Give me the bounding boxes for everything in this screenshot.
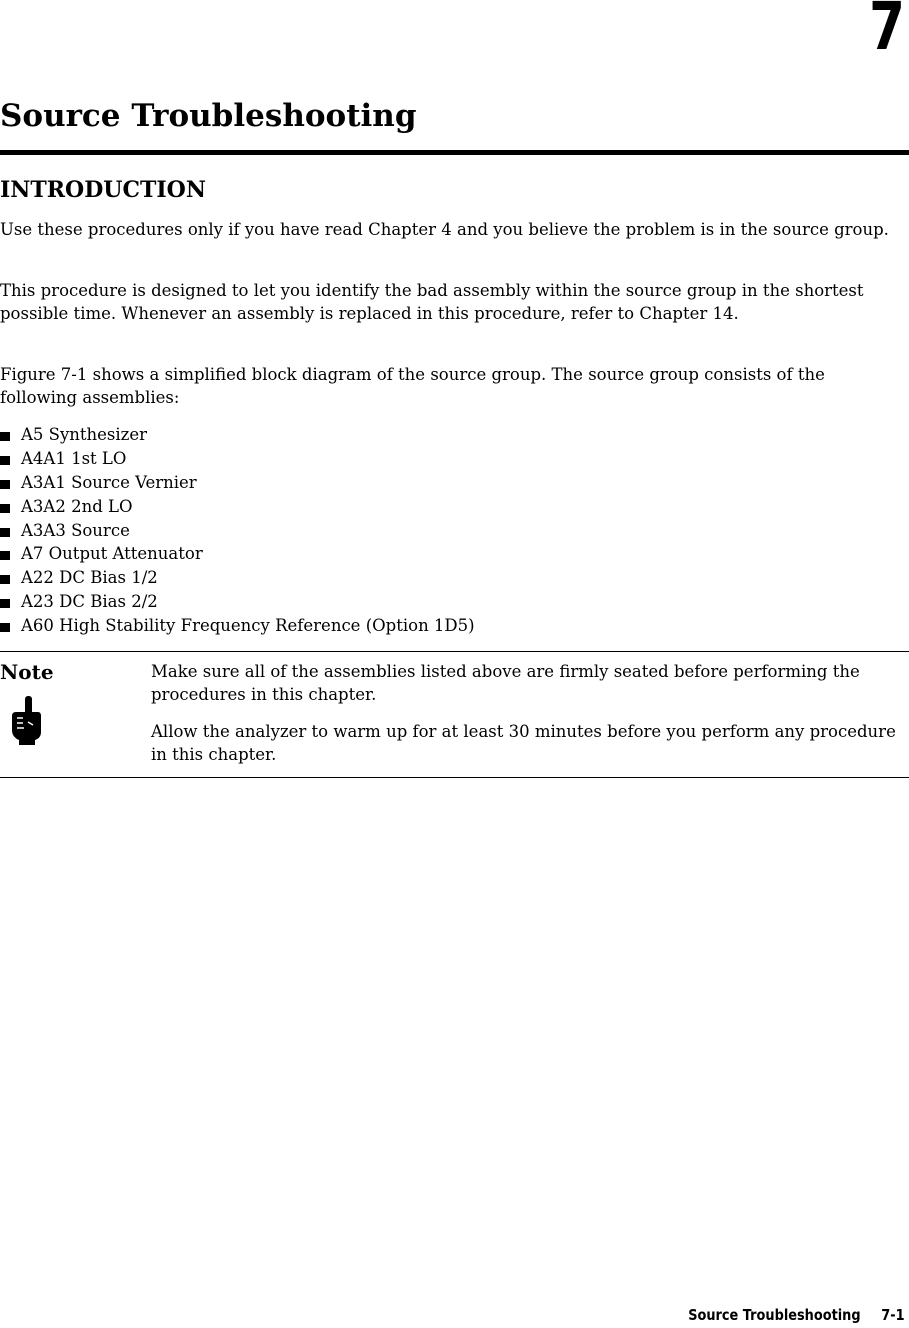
assembly-list-item: [0, 447, 475, 471]
footer-page-number: 7-1: [881, 1306, 905, 1324]
intro-paragraph-1: Use these procedures only if you have read Chapter 4 and you believe the problem is in the source group.: [0, 220, 889, 239]
page-footer: [689, 1304, 905, 1326]
section-heading-introduction: INTRODUCTION: [0, 177, 206, 203]
bullet-icon: [0, 504, 10, 513]
bullet-icon: [0, 528, 10, 537]
assembly-list: [0, 423, 475, 638]
assembly-list-item: [0, 495, 475, 519]
assembly-label: A23 DC Bias 2/2: [21, 592, 158, 612]
footer-section-title: Source Troubleshooting: [688, 1306, 862, 1324]
assembly-list-item: [0, 471, 475, 495]
bullet-icon: [0, 432, 10, 441]
note-paragraph-1: Make sure all of the assemblies listed above are firmly seated before performing the procedures in this chapter.: [151, 662, 860, 704]
bullet-icon: [0, 456, 10, 465]
note-bottom-rule: [0, 777, 909, 778]
bullet-icon: [0, 575, 10, 584]
assembly-list-item: [0, 542, 475, 566]
pointing-hand-icon: [8, 694, 42, 746]
note-top-rule: [0, 651, 909, 652]
intro-paragraph-2: This procedure is designed to let you identify the bad assembly within the source group in the shortest possible time. Whenever an assembly is replaced in this procedure, refer to Chapter 14.: [0, 281, 864, 323]
assembly-label: A22 DC Bias 1/2: [21, 568, 158, 588]
intro-paragraph-3: Figure 7-1 shows a simplified block diagram of the source group. The source group consists of the following assemblies:: [0, 365, 825, 407]
assembly-list-item: [0, 614, 475, 638]
assembly-list-item: [0, 566, 475, 590]
assembly-label: A5 Synthesizer: [21, 425, 148, 444]
assembly-list-item: [0, 519, 475, 543]
assembly-label: A3A3 Source: [21, 520, 130, 540]
assembly-list-item: [0, 590, 475, 614]
assembly-label: A4A1 1st LO: [21, 448, 127, 468]
bullet-icon: [0, 623, 10, 632]
title-rule: [0, 150, 909, 155]
assembly-label: A60 High Stability Frequency Reference (Option 1D5): [21, 616, 475, 636]
bullet-icon: [0, 551, 10, 560]
chapter-title: Source Troubleshooting: [0, 98, 417, 134]
note-paragraph-2: Allow the analyzer to warm up for at least 30 minutes before you perform any procedure in this chapter.: [151, 722, 896, 764]
assembly-label: A3A1 Source Vernier: [21, 472, 197, 492]
bullet-icon: [0, 599, 10, 608]
chapter-number: 7: [869, 0, 905, 65]
assembly-list-item: [0, 423, 475, 447]
bullet-icon: [0, 480, 10, 489]
assembly-label: A7 Output Attenuator: [21, 544, 203, 564]
assembly-label: A3A2 2nd LO: [21, 496, 133, 516]
note-label: Note: [0, 660, 54, 684]
